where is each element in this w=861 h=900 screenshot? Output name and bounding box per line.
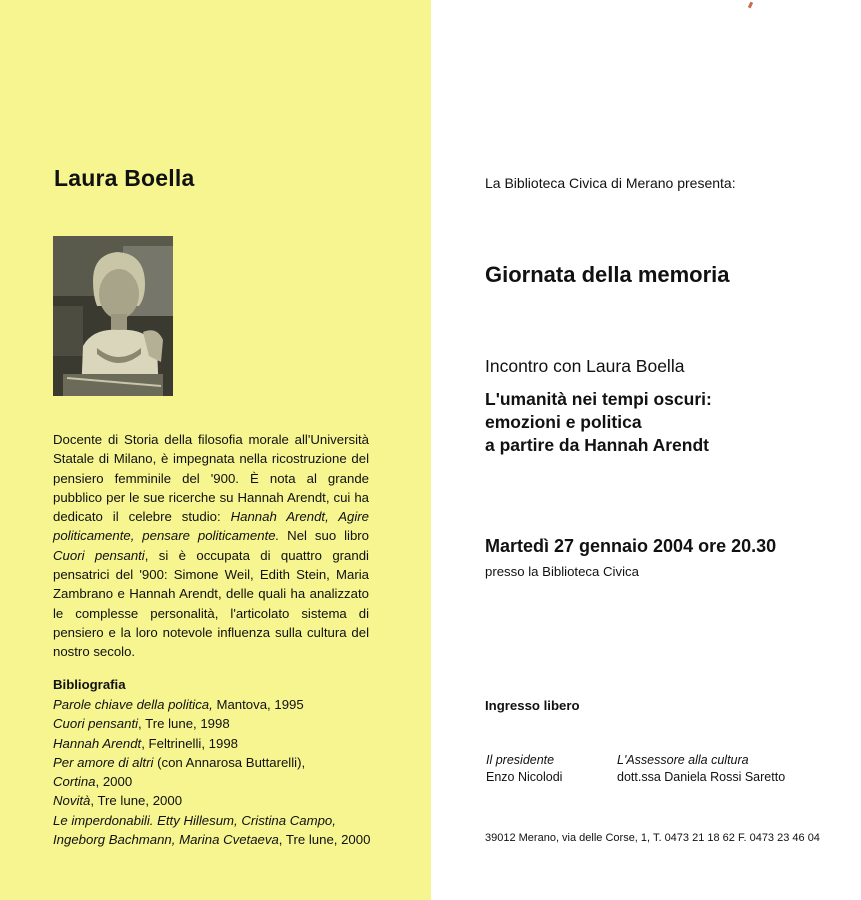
free-entry: Ingresso libero	[485, 698, 580, 713]
book-info: (con Annarosa Buttarelli),	[153, 754, 306, 770]
book-title: Cortina	[53, 774, 96, 790]
author-photo	[53, 236, 173, 396]
bio-part: Docente di Storia della filosofia morale all'Università Statale di Milano, è impegnata nella ricostruzione del pensiero femminile del '900. È nota al grande pubblico per le sue ricerche su Hannah Arendt, cui ha dedicato il celebre studio:	[53, 432, 369, 525]
signature-role: Il presidente	[486, 753, 555, 767]
book-title: Ingeborg Bachmann, Marina Cvetaeva	[53, 832, 279, 848]
bibliography-item	[53, 714, 383, 733]
book-title: Parole chiave della politica,	[53, 697, 213, 712]
presenter-line: La Biblioteca Civica di Merano presenta:	[485, 175, 736, 191]
book-info: Mantova, 1995	[212, 697, 304, 712]
book-title: Hannah Arendt	[53, 735, 142, 751]
book-info: , Tre lune, 2000	[90, 793, 183, 809]
bibliography-item	[53, 695, 383, 714]
event-title: Giornata della memoria	[485, 262, 730, 287]
bio-part-italic: Hannah Arendt, Agire politicamente, pensare politicamente.	[53, 509, 369, 544]
talk-title	[485, 388, 712, 457]
signature-assessor	[617, 752, 785, 786]
talk-title-line: emozioni e politica	[485, 412, 642, 432]
talk-title-line: L'umanità nei tempi oscuri:	[485, 389, 712, 409]
signature-president	[486, 752, 562, 786]
bibliography-list	[53, 695, 383, 849]
author-bio	[53, 430, 369, 662]
bibliography-item	[53, 753, 383, 772]
meeting-line: Incontro con Laura Boella	[485, 356, 685, 376]
book-title: Per amore di altri	[53, 754, 154, 770]
bibliography-item	[53, 734, 383, 753]
bibliography-title: Bibliografia	[53, 677, 126, 692]
contact-address: 39012 Merano, via delle Corse, 1, T. 0473 21 18 62 F. 0473 23 46 04	[485, 832, 820, 844]
bio-part: Nel suo libro	[279, 528, 369, 544]
book-info: , Tre lune, 1998	[138, 716, 230, 732]
bibliography-item	[53, 830, 383, 849]
book-title: Cuori pensanti	[53, 716, 139, 732]
event-date: Martedì 27 gennaio 2004 ore 20.30	[485, 536, 777, 556]
talk-title-line: a partire da Hannah Arendt	[485, 435, 709, 455]
book-info: , Feltrinelli, 1998	[141, 735, 238, 751]
bio-part: , si è occupata di quattro grandi pensatrici del '900: Simone Weil, Edith Stein, Maria Zambrano e Hannah Arendt, delle quali ha analizzato le complesse personalità, l'articolato sistema di pensiero e la loro notevole influenza sulla cultura del nostro secolo.	[53, 547, 369, 660]
book-info: , 2000	[95, 774, 133, 790]
signature-role: L'Assessore alla cultura	[617, 753, 749, 767]
author-name: Laura Boella	[54, 165, 195, 191]
book-title: Novità	[53, 793, 91, 809]
bio-part-italic: Cuori pensanti	[53, 547, 145, 563]
right-panel	[431, 0, 861, 900]
event-place: presso la Biblioteca Civica	[485, 564, 639, 579]
signature-name: dott.ssa Daniela Rossi Saretto	[617, 770, 786, 784]
book-info: , Tre lune, 2000	[278, 832, 371, 848]
bibliography-item	[53, 772, 383, 791]
paper-mark	[748, 2, 753, 9]
bibliography-item	[53, 811, 383, 830]
book-title: Le imperdonabili. Etty Hillesum, Cristina Campo,	[53, 812, 336, 828]
bibliography-item	[53, 791, 383, 810]
signature-name: Enzo Nicolodi	[486, 770, 563, 784]
